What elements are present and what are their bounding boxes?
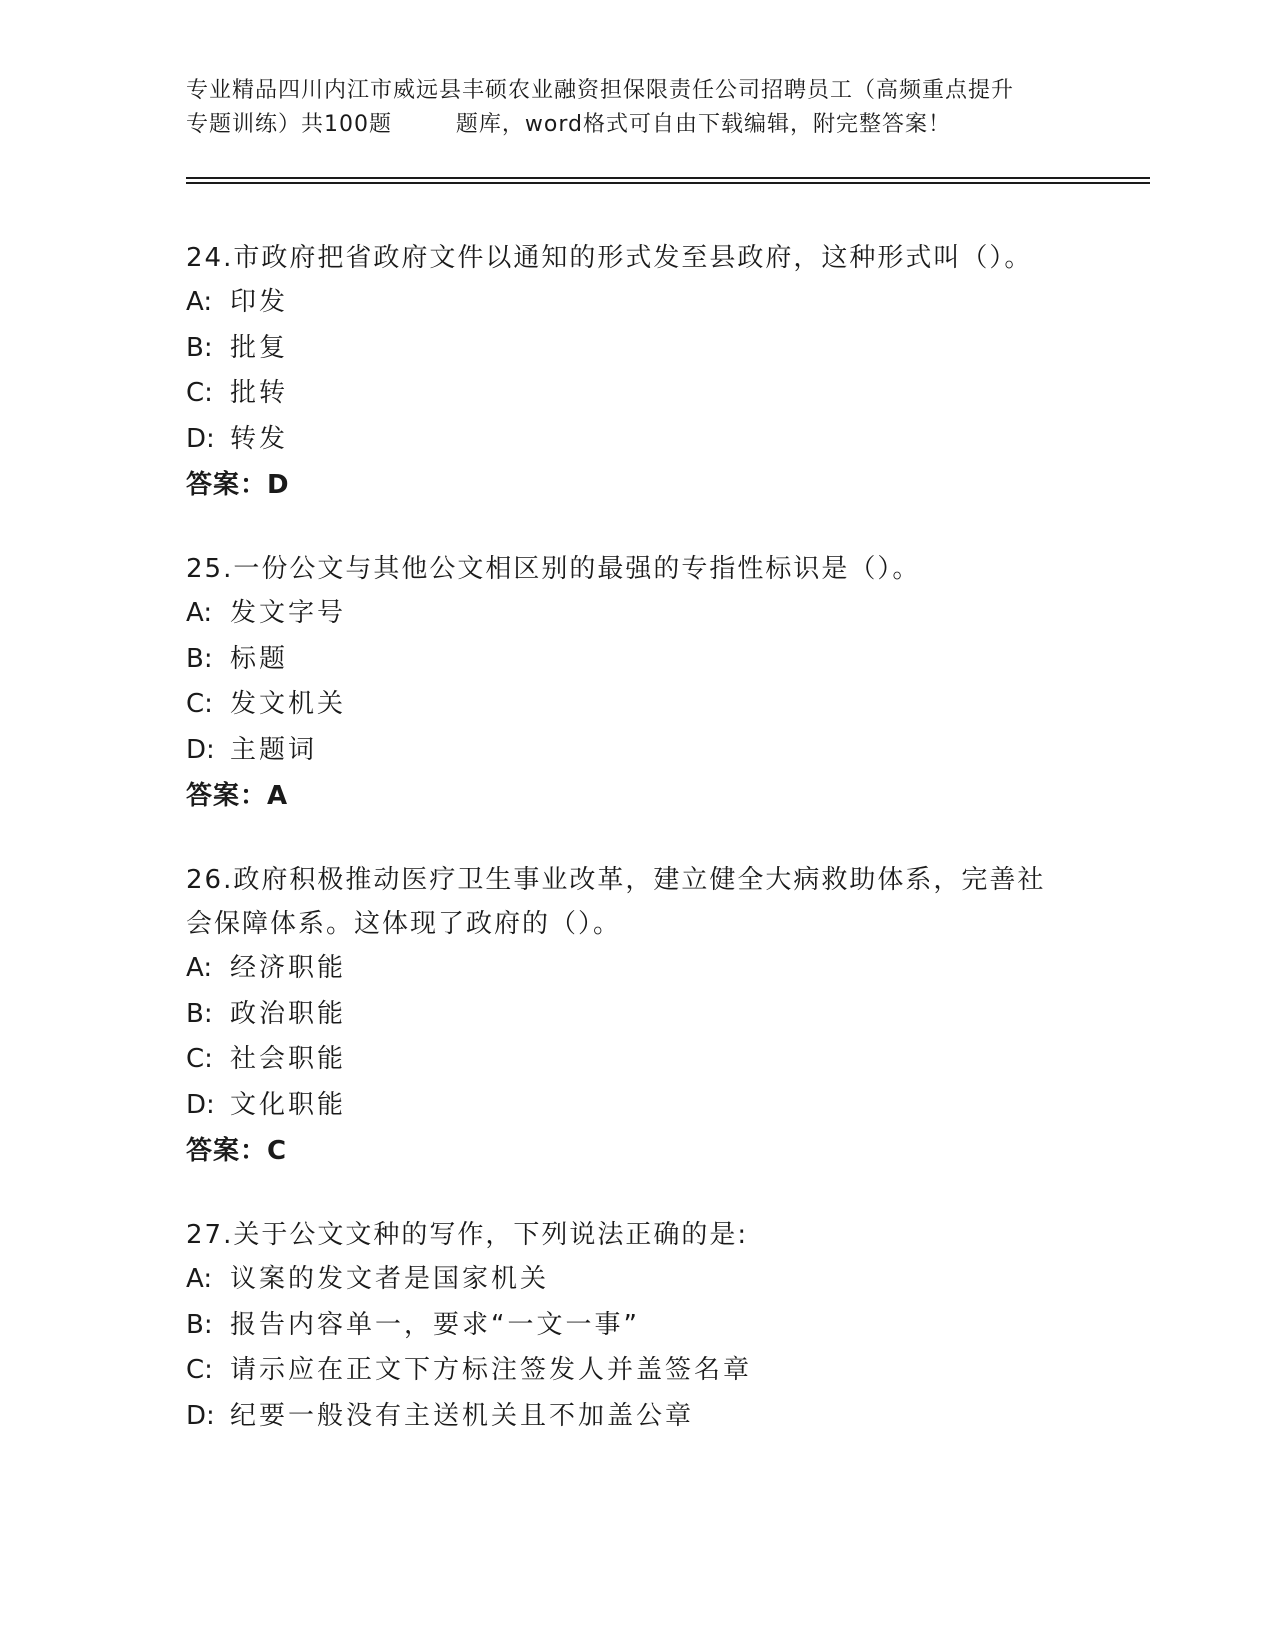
option-text: 标题 <box>230 643 289 674</box>
option-b <box>186 326 1086 372</box>
option-c <box>186 1348 1086 1394</box>
option-letter: A: <box>186 953 213 983</box>
option-text: 请示应在正文下方标注签发人并盖签名章 <box>230 1355 753 1385</box>
document-header <box>186 74 1086 142</box>
option-letter: C: <box>186 378 213 408</box>
option-c <box>186 1037 1086 1083</box>
option-letter: A: <box>186 287 213 317</box>
option-letter: D: <box>186 423 215 454</box>
question-27 <box>186 1213 1086 1439</box>
option-b <box>186 637 1086 683</box>
option-b <box>186 1303 1086 1349</box>
answer-label: 答案：A <box>186 781 289 811</box>
header-line-1: 专业精品四川内江市威远县丰硕农业融资担保限责任公司招聘员工（高频重点提升 <box>186 78 1015 103</box>
option-letter: B: <box>186 1309 213 1340</box>
option-text: 纪要一般没有主送机关且不加盖公章 <box>230 1400 695 1431</box>
option-text: 文化职能 <box>230 1089 347 1120</box>
question-stem: 25.一份公文与其他公文相区别的最强的专指性标识是（）。 <box>186 554 921 584</box>
option-letter: D: <box>186 1400 215 1431</box>
header-divider-bottom <box>186 182 1150 184</box>
header-divider-top <box>186 177 1150 179</box>
option-d <box>186 1394 1086 1440</box>
option-b <box>186 992 1086 1038</box>
question-25 <box>186 547 1086 819</box>
option-text: 转发 <box>230 423 289 454</box>
option-letter: D: <box>186 1089 215 1120</box>
option-a <box>186 280 1086 326</box>
option-text: 印发 <box>230 287 289 317</box>
option-a <box>186 1257 1086 1303</box>
header-line-2: 专题训练）共100题 题库，word格式可自由下载编辑，附完整答案！ <box>186 112 952 137</box>
question-24 <box>186 236 1086 508</box>
option-letter: B: <box>186 332 213 363</box>
question-stem: 24.市政府把省政府文件以通知的形式发至县政府，这种形式叫（）。 <box>186 243 1033 273</box>
option-a <box>186 946 1086 992</box>
option-text: 议案的发文者是国家机关 <box>230 1264 550 1294</box>
option-letter: A: <box>186 1264 213 1294</box>
option-text: 主题词 <box>230 734 318 765</box>
option-text: 经济职能 <box>230 953 347 983</box>
question-stem: 27.关于公文文种的写作，下列说法正确的是: <box>186 1220 749 1250</box>
option-text: 发文机关 <box>230 689 347 719</box>
option-text: 政治职能 <box>230 998 347 1029</box>
question-26 <box>186 858 1086 1174</box>
option-d <box>186 1083 1086 1129</box>
option-letter: B: <box>186 998 213 1029</box>
option-letter: A: <box>186 598 213 628</box>
option-letter: C: <box>186 689 213 719</box>
option-text: 社会职能 <box>230 1044 347 1074</box>
option-d <box>186 728 1086 774</box>
option-text: 报告内容单一，要求“一文一事” <box>230 1309 640 1340</box>
option-d <box>186 417 1086 463</box>
option-c <box>186 371 1086 417</box>
question-stem: 26.政府积极推动医疗卫生事业改革，建立健全大病救助体系，完善社会保障体系。这体现了政府的（）。 <box>186 865 1046 939</box>
answer-label: 答案：D <box>186 470 290 500</box>
question-list <box>186 236 1086 1478</box>
option-text: 批转 <box>230 378 289 408</box>
option-text: 批复 <box>230 332 289 363</box>
option-letter: D: <box>186 734 215 765</box>
option-letter: B: <box>186 643 213 674</box>
option-letter: C: <box>186 1044 213 1074</box>
option-c <box>186 682 1086 728</box>
answer-label: 答案：C <box>186 1136 288 1166</box>
option-letter: C: <box>186 1355 213 1385</box>
option-a <box>186 591 1086 637</box>
option-text: 发文字号 <box>230 598 347 628</box>
